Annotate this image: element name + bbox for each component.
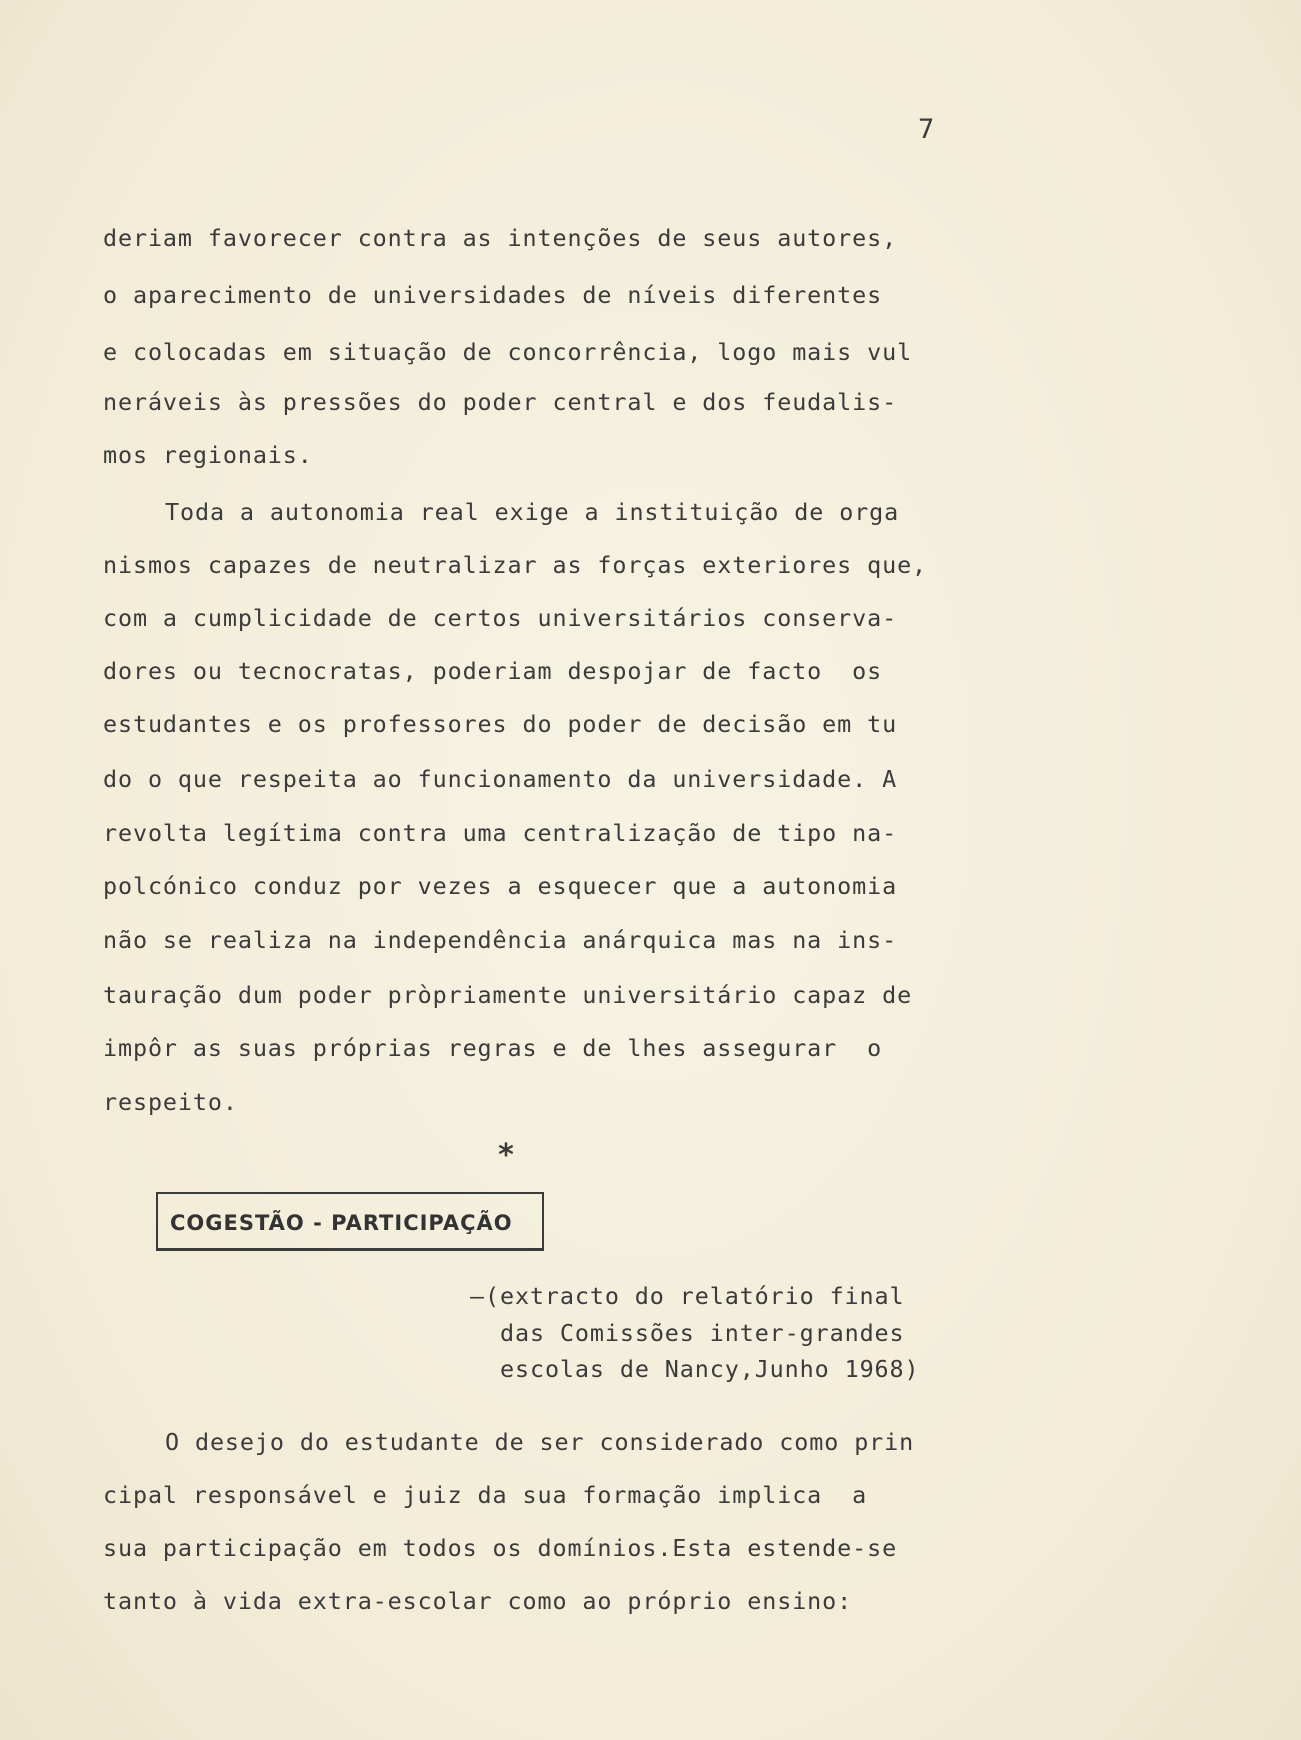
paragraph-2-line: não se realiza na independência anárquica mas na ins-	[103, 926, 898, 954]
source-note-line: das Comissões inter-grandes	[500, 1319, 905, 1347]
paragraph-1-line: deriam favorecer contra as intenções de seus autores,	[103, 224, 898, 252]
paragraph-2-line: estudantes e os professores do poder de decisão em tu	[103, 710, 898, 738]
paragraph-2-line: impôr as suas próprias regras e de lhes assegurar o	[103, 1034, 883, 1062]
paragraph-2-line: revolta legítima contra uma centralização de tipo na-	[103, 819, 898, 847]
paragraph-1-line: o aparecimento de universidades de níveis diferentes	[103, 281, 883, 309]
source-note-line: —(extracto do relatório final	[470, 1282, 905, 1310]
paragraph-2-line: respeito.	[103, 1088, 238, 1116]
paragraph-2-line: polcónico conduz por vezes a esquecer que a autonomia	[103, 872, 898, 900]
paragraph-1-line: mos regionais.	[103, 441, 313, 469]
section-heading-underline	[156, 1248, 544, 1251]
paragraph-3-line: tanto à vida extra-escolar como ao próprio ensino:	[103, 1587, 853, 1615]
section-separator: *	[497, 1138, 516, 1173]
source-note-line: escolas de Nancy,Junho 1968)	[500, 1355, 920, 1383]
paragraph-2-line: tauração dum poder pròpriamente universitário capaz de	[103, 981, 913, 1009]
paragraph-3-line: cipal responsável e juiz da sua formação implica a	[103, 1481, 868, 1509]
paragraph-3-line: O desejo do estudante de ser considerado como prin	[165, 1428, 915, 1456]
page-number: 7	[918, 114, 935, 145]
paragraph-1-line: e colocadas em situação de concorrência, logo mais vul	[103, 338, 913, 366]
paragraph-2-line: nismos capazes de neutralizar as forças exteriores que,	[103, 551, 928, 579]
paragraph-3-line: sua participação em todos os domínios.Esta estende-se	[103, 1534, 898, 1562]
paragraph-2-line: do o que respeita ao funcionamento da universidade. A	[103, 765, 898, 793]
paragraph-2-line: dores ou tecnocratas, poderiam despojar de facto os	[103, 657, 883, 685]
paragraph-2-line: Toda a autonomia real exige a instituição de orga	[165, 498, 900, 526]
section-heading: COGESTÃO - PARTICIPAÇÃO	[170, 1211, 513, 1235]
paragraph-2-line: com a cumplicidade de certos universitários conserva-	[103, 604, 898, 632]
paragraph-1-line: neráveis às pressões do poder central e dos feudalis-	[103, 388, 898, 416]
